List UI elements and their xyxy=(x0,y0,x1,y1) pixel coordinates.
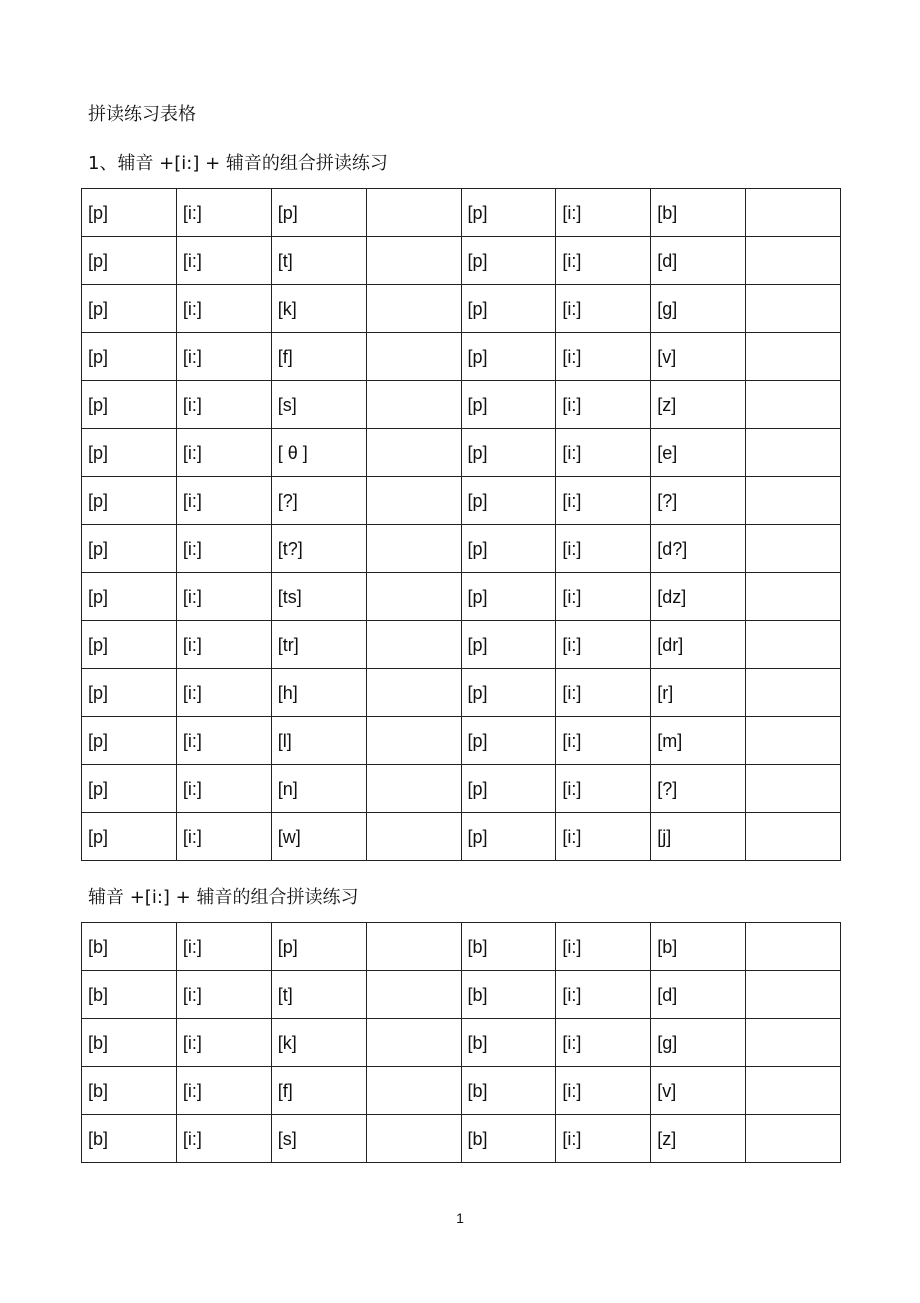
phonetic-cell: [i:] xyxy=(556,813,651,861)
phonetic-cell: [i:] xyxy=(556,429,651,477)
phonetic-cell: [b] xyxy=(82,971,177,1019)
phonetic-cell: [p] xyxy=(461,573,556,621)
phonetic-cell: [f] xyxy=(271,1067,366,1115)
phonetic-cell: [i:] xyxy=(176,333,271,381)
phonetic-cell: [i:] xyxy=(176,621,271,669)
phonetic-cell: [i:] xyxy=(176,381,271,429)
blank-answer-cell xyxy=(746,285,841,333)
blank-answer-cell xyxy=(366,477,461,525)
phonetic-cell: [p] xyxy=(461,765,556,813)
table-row xyxy=(82,923,841,971)
table-row xyxy=(82,525,841,573)
phonetic-cell: [p] xyxy=(271,189,366,237)
table-row xyxy=(82,477,841,525)
blank-answer-cell xyxy=(746,333,841,381)
phonetic-cell: [p] xyxy=(82,621,177,669)
phonetic-cell: [i:] xyxy=(556,477,651,525)
phonetic-cell: [?] xyxy=(271,477,366,525)
phonetic-cell: [ θ ] xyxy=(271,429,366,477)
phonetic-cell: [p] xyxy=(82,573,177,621)
phonetic-cell: [i:] xyxy=(176,429,271,477)
phonetic-cell: [i:] xyxy=(176,765,271,813)
phonetic-cell: [b] xyxy=(82,1019,177,1067)
phonetic-cell: [g] xyxy=(651,285,746,333)
phonetic-cell: [p] xyxy=(271,923,366,971)
table-row xyxy=(82,765,841,813)
phonetic-cell: [e] xyxy=(651,429,746,477)
phonetic-cell: [p] xyxy=(461,813,556,861)
phonetic-cell: [i:] xyxy=(556,717,651,765)
table-row xyxy=(82,285,841,333)
phonetic-cell: [b] xyxy=(461,971,556,1019)
phonetic-cell: [i:] xyxy=(556,381,651,429)
table-row xyxy=(82,189,841,237)
phonetic-cell: [f] xyxy=(271,333,366,381)
phonetic-cell: [p] xyxy=(82,669,177,717)
phonetic-cell: [b] xyxy=(82,923,177,971)
phonetic-cell: [?] xyxy=(651,477,746,525)
phonetic-cell: [s] xyxy=(271,381,366,429)
table-row xyxy=(82,1019,841,1067)
phonetic-cell: [t?] xyxy=(271,525,366,573)
phonetic-cell: [p] xyxy=(82,717,177,765)
phonetic-cell: [k] xyxy=(271,285,366,333)
table-row xyxy=(82,813,841,861)
phonetic-cell: [m] xyxy=(651,717,746,765)
blank-answer-cell xyxy=(366,669,461,717)
phonetic-cell: [p] xyxy=(82,525,177,573)
phonetic-cell: [p] xyxy=(461,189,556,237)
blank-answer-cell xyxy=(746,971,841,1019)
blank-answer-cell xyxy=(366,1019,461,1067)
blank-answer-cell xyxy=(366,189,461,237)
phonetic-cell: [p] xyxy=(82,429,177,477)
phonetic-cell: [i:] xyxy=(176,189,271,237)
phonetic-cell: [d?] xyxy=(651,525,746,573)
blank-answer-cell xyxy=(746,525,841,573)
blank-answer-cell xyxy=(366,1115,461,1163)
phonetic-cell: [i:] xyxy=(176,669,271,717)
phonetic-cell: [p] xyxy=(461,525,556,573)
blank-answer-cell xyxy=(366,285,461,333)
phonetic-cell: [i:] xyxy=(556,1067,651,1115)
phonetic-cell: [i:] xyxy=(176,237,271,285)
phonetic-cell: [i:] xyxy=(176,923,271,971)
phonetic-cell: [g] xyxy=(651,1019,746,1067)
phonetic-cell: [i:] xyxy=(176,1067,271,1115)
blank-answer-cell xyxy=(366,765,461,813)
phonetic-cell: [p] xyxy=(461,717,556,765)
phonetic-cell: [z] xyxy=(651,381,746,429)
phonetic-cell: [p] xyxy=(82,477,177,525)
blank-answer-cell xyxy=(746,1067,841,1115)
phonetic-cell: [d] xyxy=(651,971,746,1019)
blank-answer-cell xyxy=(366,381,461,429)
phonetic-cell: [p] xyxy=(461,333,556,381)
blank-answer-cell xyxy=(366,525,461,573)
blank-answer-cell xyxy=(366,237,461,285)
section-1-table-body xyxy=(82,189,841,861)
phonetic-cell: [ts] xyxy=(271,573,366,621)
table-row xyxy=(82,1067,841,1115)
blank-answer-cell xyxy=(746,813,841,861)
phonetic-cell: [n] xyxy=(271,765,366,813)
table-row xyxy=(82,333,841,381)
phonetic-cell: [b] xyxy=(82,1115,177,1163)
blank-answer-cell xyxy=(746,923,841,971)
phonetic-cell: [dr] xyxy=(651,621,746,669)
page-number: 1 xyxy=(456,1210,464,1226)
phonetic-cell: [i:] xyxy=(556,923,651,971)
blank-answer-cell xyxy=(366,429,461,477)
blank-answer-cell xyxy=(366,573,461,621)
phonetic-cell: [p] xyxy=(461,477,556,525)
phonetic-cell: [i:] xyxy=(176,813,271,861)
phonetic-cell: [i:] xyxy=(556,971,651,1019)
phonetic-cell: [j] xyxy=(651,813,746,861)
phonetic-cell: [p] xyxy=(461,237,556,285)
phonetic-cell: [b] xyxy=(461,1019,556,1067)
phonetic-cell: [i:] xyxy=(556,1019,651,1067)
table-row xyxy=(82,971,841,1019)
phonetic-cell: [s] xyxy=(271,1115,366,1163)
phonetic-cell: [p] xyxy=(82,237,177,285)
phonetic-cell: [p] xyxy=(82,333,177,381)
blank-answer-cell xyxy=(746,717,841,765)
phonetic-cell: [p] xyxy=(82,813,177,861)
table-row xyxy=(82,621,841,669)
section-2-table xyxy=(81,922,841,1163)
phonetic-cell: [i:] xyxy=(556,237,651,285)
blank-answer-cell xyxy=(366,971,461,1019)
phonetic-cell: [r] xyxy=(651,669,746,717)
phonetic-cell: [i:] xyxy=(176,1115,271,1163)
phonetic-cell: [p] xyxy=(82,381,177,429)
phonetic-cell: [i:] xyxy=(556,765,651,813)
phonetic-cell: [i:] xyxy=(556,573,651,621)
blank-answer-cell xyxy=(746,1019,841,1067)
phonetic-cell: [i:] xyxy=(556,189,651,237)
blank-answer-cell xyxy=(366,1067,461,1115)
blank-answer-cell xyxy=(366,333,461,381)
phonetic-cell: [p] xyxy=(461,669,556,717)
blank-answer-cell xyxy=(746,477,841,525)
phonetic-cell: [b] xyxy=(461,1067,556,1115)
phonetic-cell: [i:] xyxy=(556,285,651,333)
phonetic-cell: [?] xyxy=(651,765,746,813)
phonetic-cell: [k] xyxy=(271,1019,366,1067)
phonetic-cell: [b] xyxy=(461,1115,556,1163)
blank-answer-cell xyxy=(366,621,461,669)
phonetic-cell: [tr] xyxy=(271,621,366,669)
phonetic-cell: [p] xyxy=(82,765,177,813)
phonetic-cell: [i:] xyxy=(556,669,651,717)
phonetic-cell: [w] xyxy=(271,813,366,861)
phonetic-cell: [i:] xyxy=(556,525,651,573)
phonetic-cell: [i:] xyxy=(176,573,271,621)
phonetic-cell: [p] xyxy=(461,381,556,429)
phonetic-cell: [v] xyxy=(651,333,746,381)
blank-answer-cell xyxy=(746,1115,841,1163)
section-1-table xyxy=(81,188,841,861)
blank-answer-cell xyxy=(746,429,841,477)
blank-answer-cell xyxy=(746,765,841,813)
phonetic-cell: [v] xyxy=(651,1067,746,1115)
phonetic-cell: [b] xyxy=(651,923,746,971)
blank-answer-cell xyxy=(746,669,841,717)
section-1-heading: 1、辅音 +[i:] + 辅音的组合拼读练习 xyxy=(88,153,388,174)
phonetic-cell: [i:] xyxy=(556,1115,651,1163)
phonetic-cell: [h] xyxy=(271,669,366,717)
phonetic-cell: [z] xyxy=(651,1115,746,1163)
phonetic-cell: [i:] xyxy=(176,717,271,765)
phonetic-cell: [i:] xyxy=(556,333,651,381)
blank-answer-cell xyxy=(366,813,461,861)
phonetic-cell: [i:] xyxy=(556,621,651,669)
phonetic-cell: [d] xyxy=(651,237,746,285)
phonetic-cell: [p] xyxy=(461,429,556,477)
table-row xyxy=(82,237,841,285)
phonetic-cell: [i:] xyxy=(176,525,271,573)
phonetic-cell: [t] xyxy=(271,971,366,1019)
table-row xyxy=(82,381,841,429)
phonetic-cell: [b] xyxy=(651,189,746,237)
phonetic-cell: [p] xyxy=(82,189,177,237)
phonetic-cell: [p] xyxy=(82,285,177,333)
phonetic-cell: [dz] xyxy=(651,573,746,621)
blank-answer-cell xyxy=(366,923,461,971)
table-row xyxy=(82,573,841,621)
phonetic-cell: [t] xyxy=(271,237,366,285)
phonetic-cell: [b] xyxy=(461,923,556,971)
phonetic-cell: [i:] xyxy=(176,971,271,1019)
section-2-heading: 辅音 +[i:] + 辅音的组合拼读练习 xyxy=(88,887,359,908)
phonetic-cell: [i:] xyxy=(176,285,271,333)
table-row xyxy=(82,717,841,765)
blank-answer-cell xyxy=(746,621,841,669)
phonetic-cell: [p] xyxy=(461,621,556,669)
table-row xyxy=(82,429,841,477)
blank-answer-cell xyxy=(746,237,841,285)
document-title: 拼读练习表格 xyxy=(88,104,196,125)
phonetic-cell: [i:] xyxy=(176,477,271,525)
table-row xyxy=(82,1115,841,1163)
blank-answer-cell xyxy=(366,717,461,765)
blank-answer-cell xyxy=(746,573,841,621)
table-row xyxy=(82,669,841,717)
phonetic-cell: [b] xyxy=(82,1067,177,1115)
section-2-table-body xyxy=(82,923,841,1163)
blank-answer-cell xyxy=(746,381,841,429)
phonetic-cell: [l] xyxy=(271,717,366,765)
blank-answer-cell xyxy=(746,189,841,237)
phonetic-cell: [p] xyxy=(461,285,556,333)
phonetic-cell: [i:] xyxy=(176,1019,271,1067)
